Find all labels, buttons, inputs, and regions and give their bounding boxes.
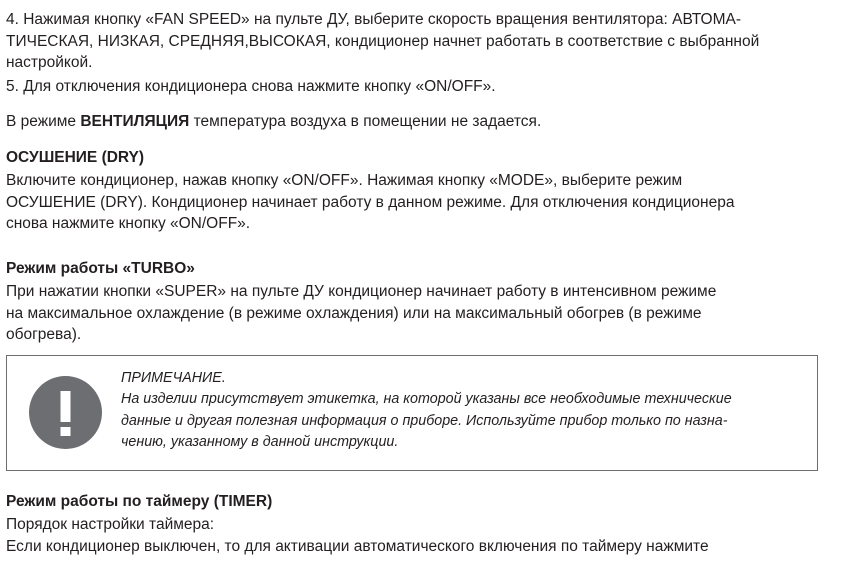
timer-line-2: Если кондиционер выключен, то для активации автоматического включения по таймеру нажмите — [6, 537, 709, 555]
ventilation-prefix: В режиме — [6, 113, 81, 130]
timer-line-1: Порядок настройки таймера: — [6, 516, 215, 533]
note-heading: ПРИМЕЧАНИЕ. — [121, 370, 226, 386]
dry-line-2: ОСУШЕНИЕ (DRY). Кондиционер начинает работу в данном режиме. Для отключения кондиционера — [6, 193, 735, 211]
step-5-text: 5. Для отключения кондиционера снова нажмите кнопку «ON/OFF». — [6, 78, 496, 95]
turbo-section-heading: Режим работы «TURBO» — [6, 260, 195, 277]
dry-section-body — [6, 170, 835, 235]
note-box — [6, 355, 818, 471]
note-line-2: данные и другая полезная информация о приборе. Используйте прибор только по назна- — [121, 412, 728, 429]
timer-section-body — [6, 514, 835, 557]
exclamation-icon — [29, 376, 102, 449]
turbo-line-3: обогрева). — [6, 326, 82, 344]
dry-line-1: Включите кондиционер, нажав кнопку «ON/OFF». Нажимая кнопку «MODE», выберите режим — [6, 172, 683, 189]
step-4-line-2: ТИЧЕСКАЯ, НИЗКАЯ, СРЕДНЯЯ,ВЫСОКАЯ, кондиционер начнет работать в соответствие с выбранной — [6, 32, 760, 50]
note-text — [121, 368, 732, 454]
timer-section-heading: Режим работы по таймеру (TIMER) — [6, 493, 273, 510]
ventilation-line — [6, 111, 835, 133]
turbo-line-1: При нажатии кнопки «SUPER» на пульте ДУ кондиционер начинает работу в интенсивном режиме — [6, 283, 717, 300]
turbo-line-2: на максимальное охлаждение (в режиме охлаждения) или на максимальный обогрев (в режиме — [6, 304, 702, 322]
step-4-paragraph — [6, 9, 835, 74]
step-5-paragraph — [6, 76, 835, 98]
dry-section-heading: ОСУШЕНИЕ (DRY) — [6, 149, 145, 166]
dry-line-3: снова нажмите кнопку «ON/OFF». — [6, 215, 251, 233]
ventilation-mode-name: ВЕНТИЛЯЦИЯ — [80, 113, 190, 130]
turbo-section-body — [6, 281, 835, 346]
ventilation-note — [6, 111, 835, 133]
step-4-line-3: настройкой. — [6, 54, 93, 72]
ventilation-suffix: температура воздуха в помещении не задается. — [189, 113, 542, 130]
note-line-1: На изделии присутствует этикетка, на которой указаны все необходимые технические — [121, 391, 732, 408]
note-line-3: чению, указанному в данной инструкции. — [121, 434, 399, 451]
step-4-line-1: 4. Нажимая кнопку «FAN SPEED» на пульте ДУ, выберите скорость вращения вентилятора: АВТОМА- — [6, 11, 742, 28]
